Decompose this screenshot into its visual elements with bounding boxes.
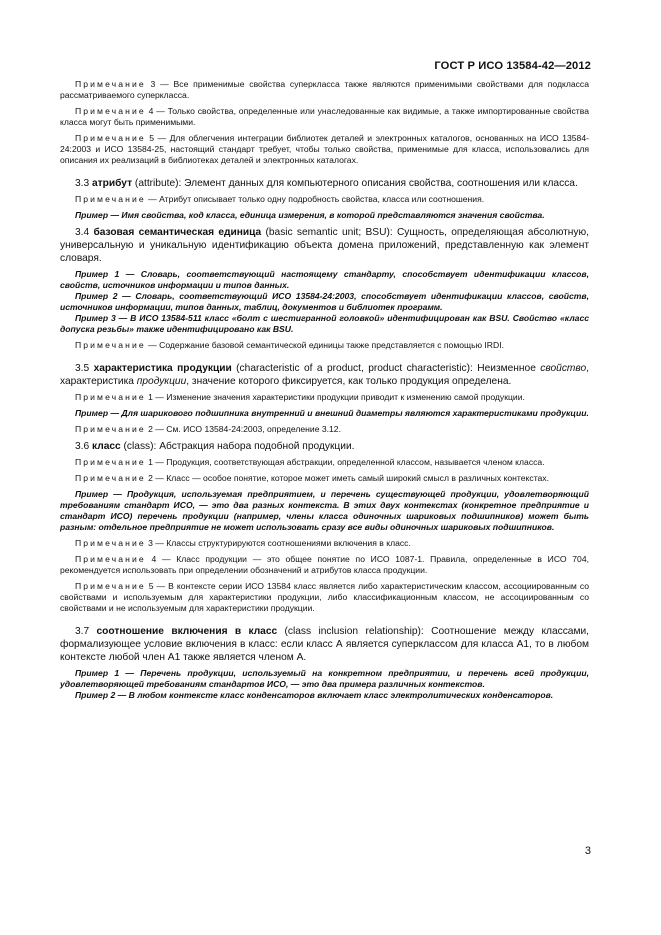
example-3-7-1: Пример 1 — Перечень продукции, используемый на конкретном предприятии, и перечень всей продукции, удовлетворяющей требованиям стандартов ИСО, — это два примера различных контекстов. — [60, 668, 589, 689]
definition-3-6: 3.6 класс (class): Абстракция набора подобной продукции. — [75, 441, 355, 452]
example-3-6: Пример — Продукция, используемая предприятием, и перечень существующей продукции, удовлетворяющий требованиям стандарт ИСО, — это два разных контекста. В этих двух контекстах (конкретное предприятие и стандарт ИСО) перечень продукции (например, члены класса одиночных шариковых подшипников) может быть разным: отдельное предприятие не может использовать сразу все виды одиночных шариковых подшипников. — [60, 489, 589, 532]
note-3-6-2: Примечание 2 — Класс — особое понятие, которое может иметь самый широкий смысл в различных контекстах. — [75, 473, 549, 483]
example-3-5: Пример — Для шарикового подшипника внутренний и внешний диаметры являются характеристиками продукции. — [75, 408, 589, 418]
definition-3-5: 3.5 характеристика продукции (characteristic of a product, product characteristic): Неизменное свойство, характеристика продукции, значение которого фиксируется, как только продукция определена. — [60, 363, 589, 387]
page-number: 3 — [584, 845, 591, 857]
page-body — [60, 79, 589, 701]
note-3-5-1: Примечание 1 — Изменение значения характеристики продукции приводит к изменению самой продукции. — [75, 392, 525, 402]
example-3-4-1: Пример 1 — Словарь, соответствующий настоящему стандарту, способствует идентификации классов, свойств, источников информации и типов данных. — [60, 269, 589, 290]
example-3-4-2: Пример 2 — Словарь, соответствующий ИСО 13584-24:2003, способствует идентификации классов, свойств, источников информации, типов данных, таблиц, документов и библиотек программ. — [60, 291, 589, 312]
running-header: ГОСТ Р ИСО 13584-42—2012 — [434, 60, 591, 72]
note-3-5-2: Примечание 2 — См. ИСО 13584-24:2003, определение 3.12. — [75, 424, 341, 434]
definition-3-3: 3.3 атрибут (attribute): Элемент данных для компьютерного описания свойства, соотношения или класса. — [75, 178, 578, 189]
note-3: Примечание 3 — Все применимые свойства суперкласса также являются применимыми свойствами для подкласса рассматриваемого суперкласса. — [60, 79, 589, 100]
note-5: Примечание 5 — Для облегчения интеграции библиотек деталей и электронных каталогов, основанных на ИСО 13584-24:2003 и ИСО 13584-25, настоящий стандарт требует, чтобы только свойства, применимые для класса, использовались для описания их реализаций в библиотеках деталей и электронных каталогах. — [60, 133, 589, 165]
example-3-3: Пример — Имя свойства, код класса, единица измерения, в которой представляются значения свойства. — [75, 210, 545, 220]
note-4: Примечание 4 — Только свойства, определенные или унаследованные как видимые, а также импортированные свойства класса могут быть применимыми. — [60, 106, 589, 127]
note-3-6-3: Примечание 3 — Классы структурируются соотношениями включения в класс. — [75, 538, 411, 548]
note-3-4: Примечание — Содержание базовой семантической единицы также представляется с помощью IRDI. — [75, 340, 504, 350]
note-3-6-4: Примечание 4 — Класс продукции — это общее понятие по ИСО 1087-1. Правила, определенные в ИСО 704, рекомендуется использовать при определении обозначений и атрибутов класса продукции. — [60, 554, 589, 575]
definition-3-7: 3.7 соотношение включения в класс (class inclusion relationship): Соотношение между классами, формализующее условие включения в класс: если класс А является суперклассом для класса А1, то в любом контексте любой член А1 также является членом А. — [60, 626, 589, 663]
definition-3-4: 3.4 базовая семантическая единица (basic semantic unit; BSU): Сущность, определяющая абсолютную, универсальную и уникальную идентификацию объекта домена приложений, представленную как элемент словаря. — [60, 227, 589, 264]
note-3-6-1: Примечание 1 — Продукция, соответствующая абстракции, определенной классом, называется членом класса. — [75, 457, 545, 467]
example-3-4-3: Пример 3 — В ИСО 13584-511 класс «болт с шестигранной головкой» идентифицирован как BSU. Свойство «класс допуска резьбы» также идентифицировано как BSU. — [60, 313, 589, 334]
note-3-6-5: Примечание 5 — В контексте серии ИСО 13584 класс является либо характеристическим классом, ассоциированным со свойствами и используемым для характеристики продукции, либо классификационным классом, не ассоциированным со свойствами и не используемым для характеристики продукции. — [60, 581, 589, 613]
note-3-3: Примечание — Атрибут описывает только одну подробность свойства, класса или соотношения. — [75, 194, 485, 204]
example-3-7-2: Пример 2 — В любом контексте класс конденсаторов включает класс электролитических конденсаторов. — [75, 690, 554, 700]
